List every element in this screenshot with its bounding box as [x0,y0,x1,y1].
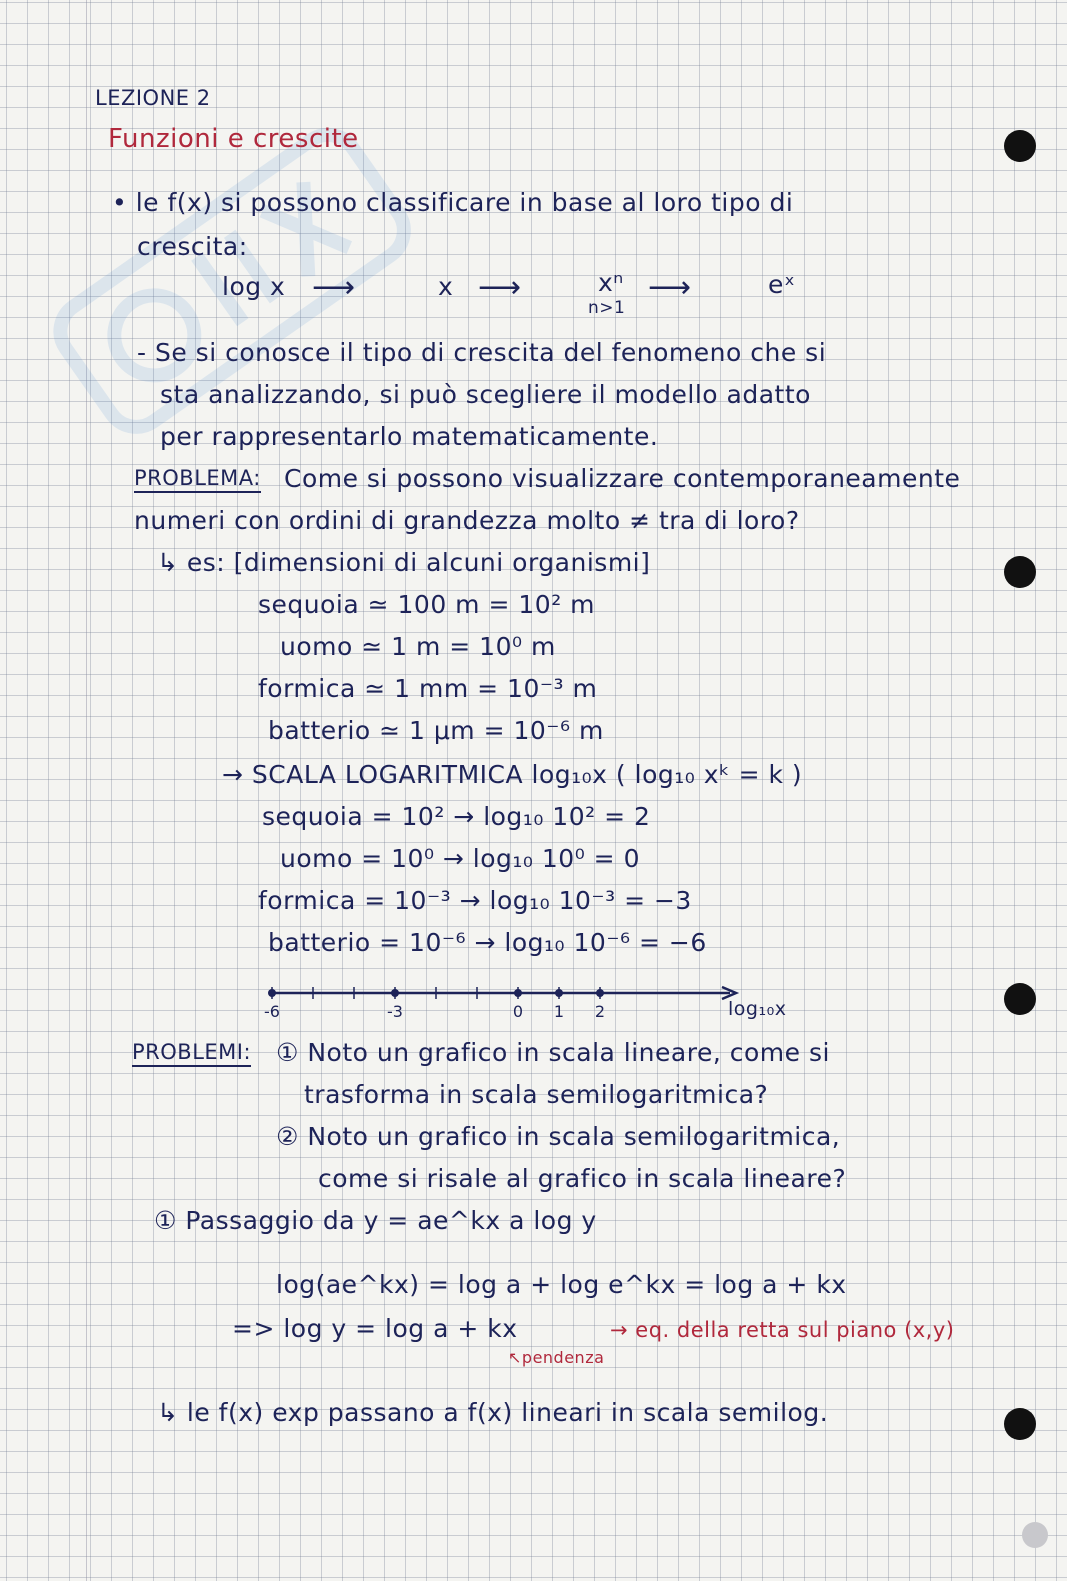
growth-log: log x [222,272,286,301]
growth-power-condition: n>1 [588,298,626,318]
axis-point [514,989,522,997]
axis-label: log₁₀x [728,998,787,1020]
growth-arrow-1: ⟶ [312,270,356,305]
solution-step-title: ① Passaggio da y = ae^kx a log y [154,1206,597,1235]
question-1-line-1: ① Noto un grafico in scala lineare, come si [276,1038,830,1067]
example-sequoia: sequoia ≃ 100 m = 10² m [258,590,596,619]
solution-equation-1: log(ae^kx) = log a + log e^kx = log a + kx [276,1270,847,1299]
growth-arrow-2: ⟶ [478,270,522,305]
axis-tick-label: -3 [387,1002,403,1021]
axis-tick-label: 2 [594,1002,606,1021]
question-1-line-2: trasforma in scala semilogaritmica? [304,1080,769,1109]
solution-equation-2: => log y = log a + kx [232,1314,518,1343]
lesson-label: LEZIONE 2 [95,86,211,110]
solution-line-note: → eq. della retta sul piano (x,y) [610,1318,955,1342]
example-formica: formica ≃ 1 mm = 10⁻³ m [258,674,598,703]
growth-arrow-3: ⟶ [648,270,692,305]
axis-point [391,989,399,997]
axis-tick-label: -6 [264,1002,280,1021]
binder-hole-4 [1004,1408,1036,1440]
binder-hole-2 [1004,556,1036,588]
intro-line-2: crescita: [137,232,248,261]
log-row-sequoia: sequoia = 10² → log₁₀ 10² = 2 [262,802,651,831]
axis-tick-label: 1 [553,1002,565,1021]
problem-label: PROBLEMA: [134,466,261,493]
axis-point [268,989,276,997]
question-2-line-1: ② Noto un grafico in scala semilogaritmica, [276,1122,841,1151]
example-batterio: batterio ≃ 1 μm = 10⁻⁶ m [268,716,604,745]
axis-point [596,989,604,997]
growth-x: x [438,272,454,301]
log-scale-title: → SCALA LOGARITMICA log₁₀x ( log₁₀ xᵏ = k ) [222,760,803,789]
binder-hole-5 [1022,1522,1048,1548]
slope-note: ↖pendenza [508,1348,605,1367]
binder-hole-1 [1004,130,1036,162]
solution-conclusion: ↳ le f(x) exp passano a f(x) lineari in scala semilog. [157,1398,829,1427]
log-row-formica: formica = 10⁻³ → log₁₀ 10⁻³ = −3 [258,886,692,915]
growth-exp: eˣ [768,270,796,299]
example-uomo: uomo ≃ 1 m = 10⁰ m [280,632,556,661]
binder-hole-3 [1004,983,1036,1015]
problem-line-1: Come si possono visualizzare contemporaneamente [284,464,961,493]
log-axis [250,975,810,1025]
intro-line-1: • le f(x) si possono classificare in base al loro tipo di [112,188,794,217]
note-line-1: - Se si conosce il tipo di crescita del fenomeno che si [137,338,827,367]
problem-line-2: numeri con ordini di grandezza molto ≠ tra di loro? [134,506,800,535]
example-intro: ↳ es: [dimensioni di alcuni organismi] [157,548,651,577]
axis-point [555,989,563,997]
axis-tick-label: 0 [512,1002,524,1021]
page-title: Funzioni e crescite [108,124,359,154]
growth-power: xⁿ [598,268,624,297]
log-row-uomo: uomo = 10⁰ → log₁₀ 10⁰ = 0 [280,844,640,873]
problems-label: PROBLEMI: [132,1040,251,1067]
note-line-3: per rappresentarlo matematicamente. [160,422,659,451]
question-2-line-2: come si risale al grafico in scala lineare? [318,1164,847,1193]
note-line-2: sta analizzando, si può scegliere il modello adatto [160,380,811,409]
log-row-batterio: batterio = 10⁻⁶ → log₁₀ 10⁻⁶ = −6 [268,928,707,957]
